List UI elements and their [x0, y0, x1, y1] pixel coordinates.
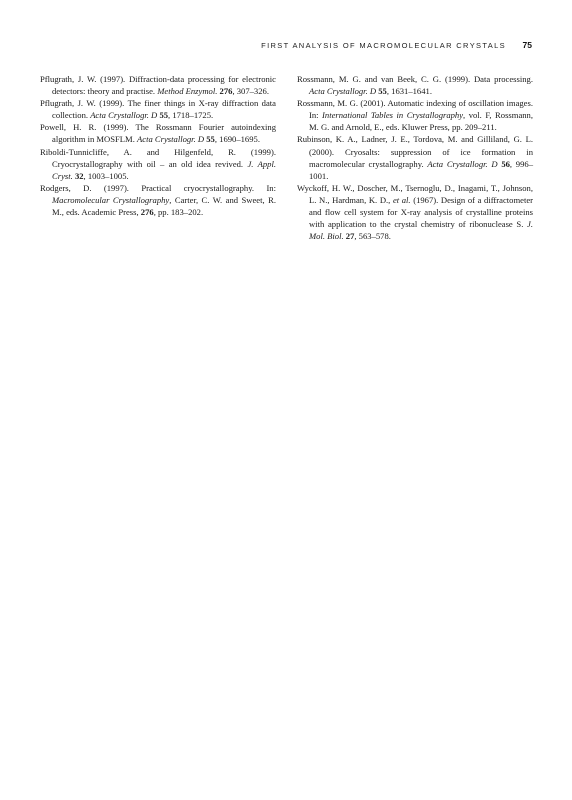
reference-wyckoff-1967: Wyckoff, H. W., Doscher, M., Tsernoglu, D., Inagami, T., Johnson, L. N., Hardman, K. D., et al. (1967). Design of a diffractometer and flow cell system for X-ray analysis of crystalline proteins with application to the crystal chemistry of ribonuclease S. J. Mol. Biol. 27, 563–578. [297, 182, 534, 242]
reference-rubinson-2000: Rubinson, K. A., Ladner, J. E., Tordova, M. and Gilliland, G. L. (2000). Cryosalts: suppression of ice formation in macromolecular crystallography. Acta Crystallogr. D 56, 996–1001. [297, 134, 533, 181]
reference-rossmann-2001: Rossmann, M. G. (2001). Automatic indexing of oscillation images. In: International Tables in Crystallography, vol. F, Rossmann, M. G. and Arnold, E., eds. Kluwer Press, pp. 209–211. [297, 98, 534, 133]
page-header [40, 40, 532, 54]
reference-rodgers-1997: Rodgers, D. (1997). Practical cryocrystallography. In: Macromolecular Crystallography, Carter, C. W. and Sweet, R. M., eds. Academic Press, 276, pp. 183–202. [40, 182, 276, 218]
reference-rossmann-van-beek-1999: Rossmann, M. G. and van Beek, C. G. (1999). Data processing. Acta Crystallogr. D 55, 1631–1641. [297, 74, 533, 97]
reference-pflugrath-1999: Pflugrath, J. W. (1999). The finer things in X-ray diffraction data collection. Acta Crystallogr. D 55, 1718–1725. [40, 98, 276, 121]
reference-powell-1999: Powell, H. R. (1999). The Rossmann Fourier autoindexing algorithm in MOSFLM. Acta Crystallogr. D 55, 1690–1695. [40, 122, 276, 145]
references-body [40, 73, 532, 313]
reference-riboldi-tunnicliffe-1999: Riboldi-Tunnicliffe, A. and Hilgenfeld, R. (1999). Cryocrystallography with oil – an old idea revived. J. Appl. Cryst. 32, 1003–1005. [40, 146, 276, 181]
running-title: FIRST ANALYSIS OF MACROMOLECULAR CRYSTALS [261, 41, 506, 50]
references-left-column [40, 73, 276, 218]
reference-pflugrath-1997: Pflugrath, J. W. (1997). Diffraction-data processing for electronic detectors: theory and practise. Method Enzymol. 276, 307–326. [40, 74, 276, 97]
page-number: 75 [522, 40, 532, 50]
references-right-column [297, 73, 533, 242]
